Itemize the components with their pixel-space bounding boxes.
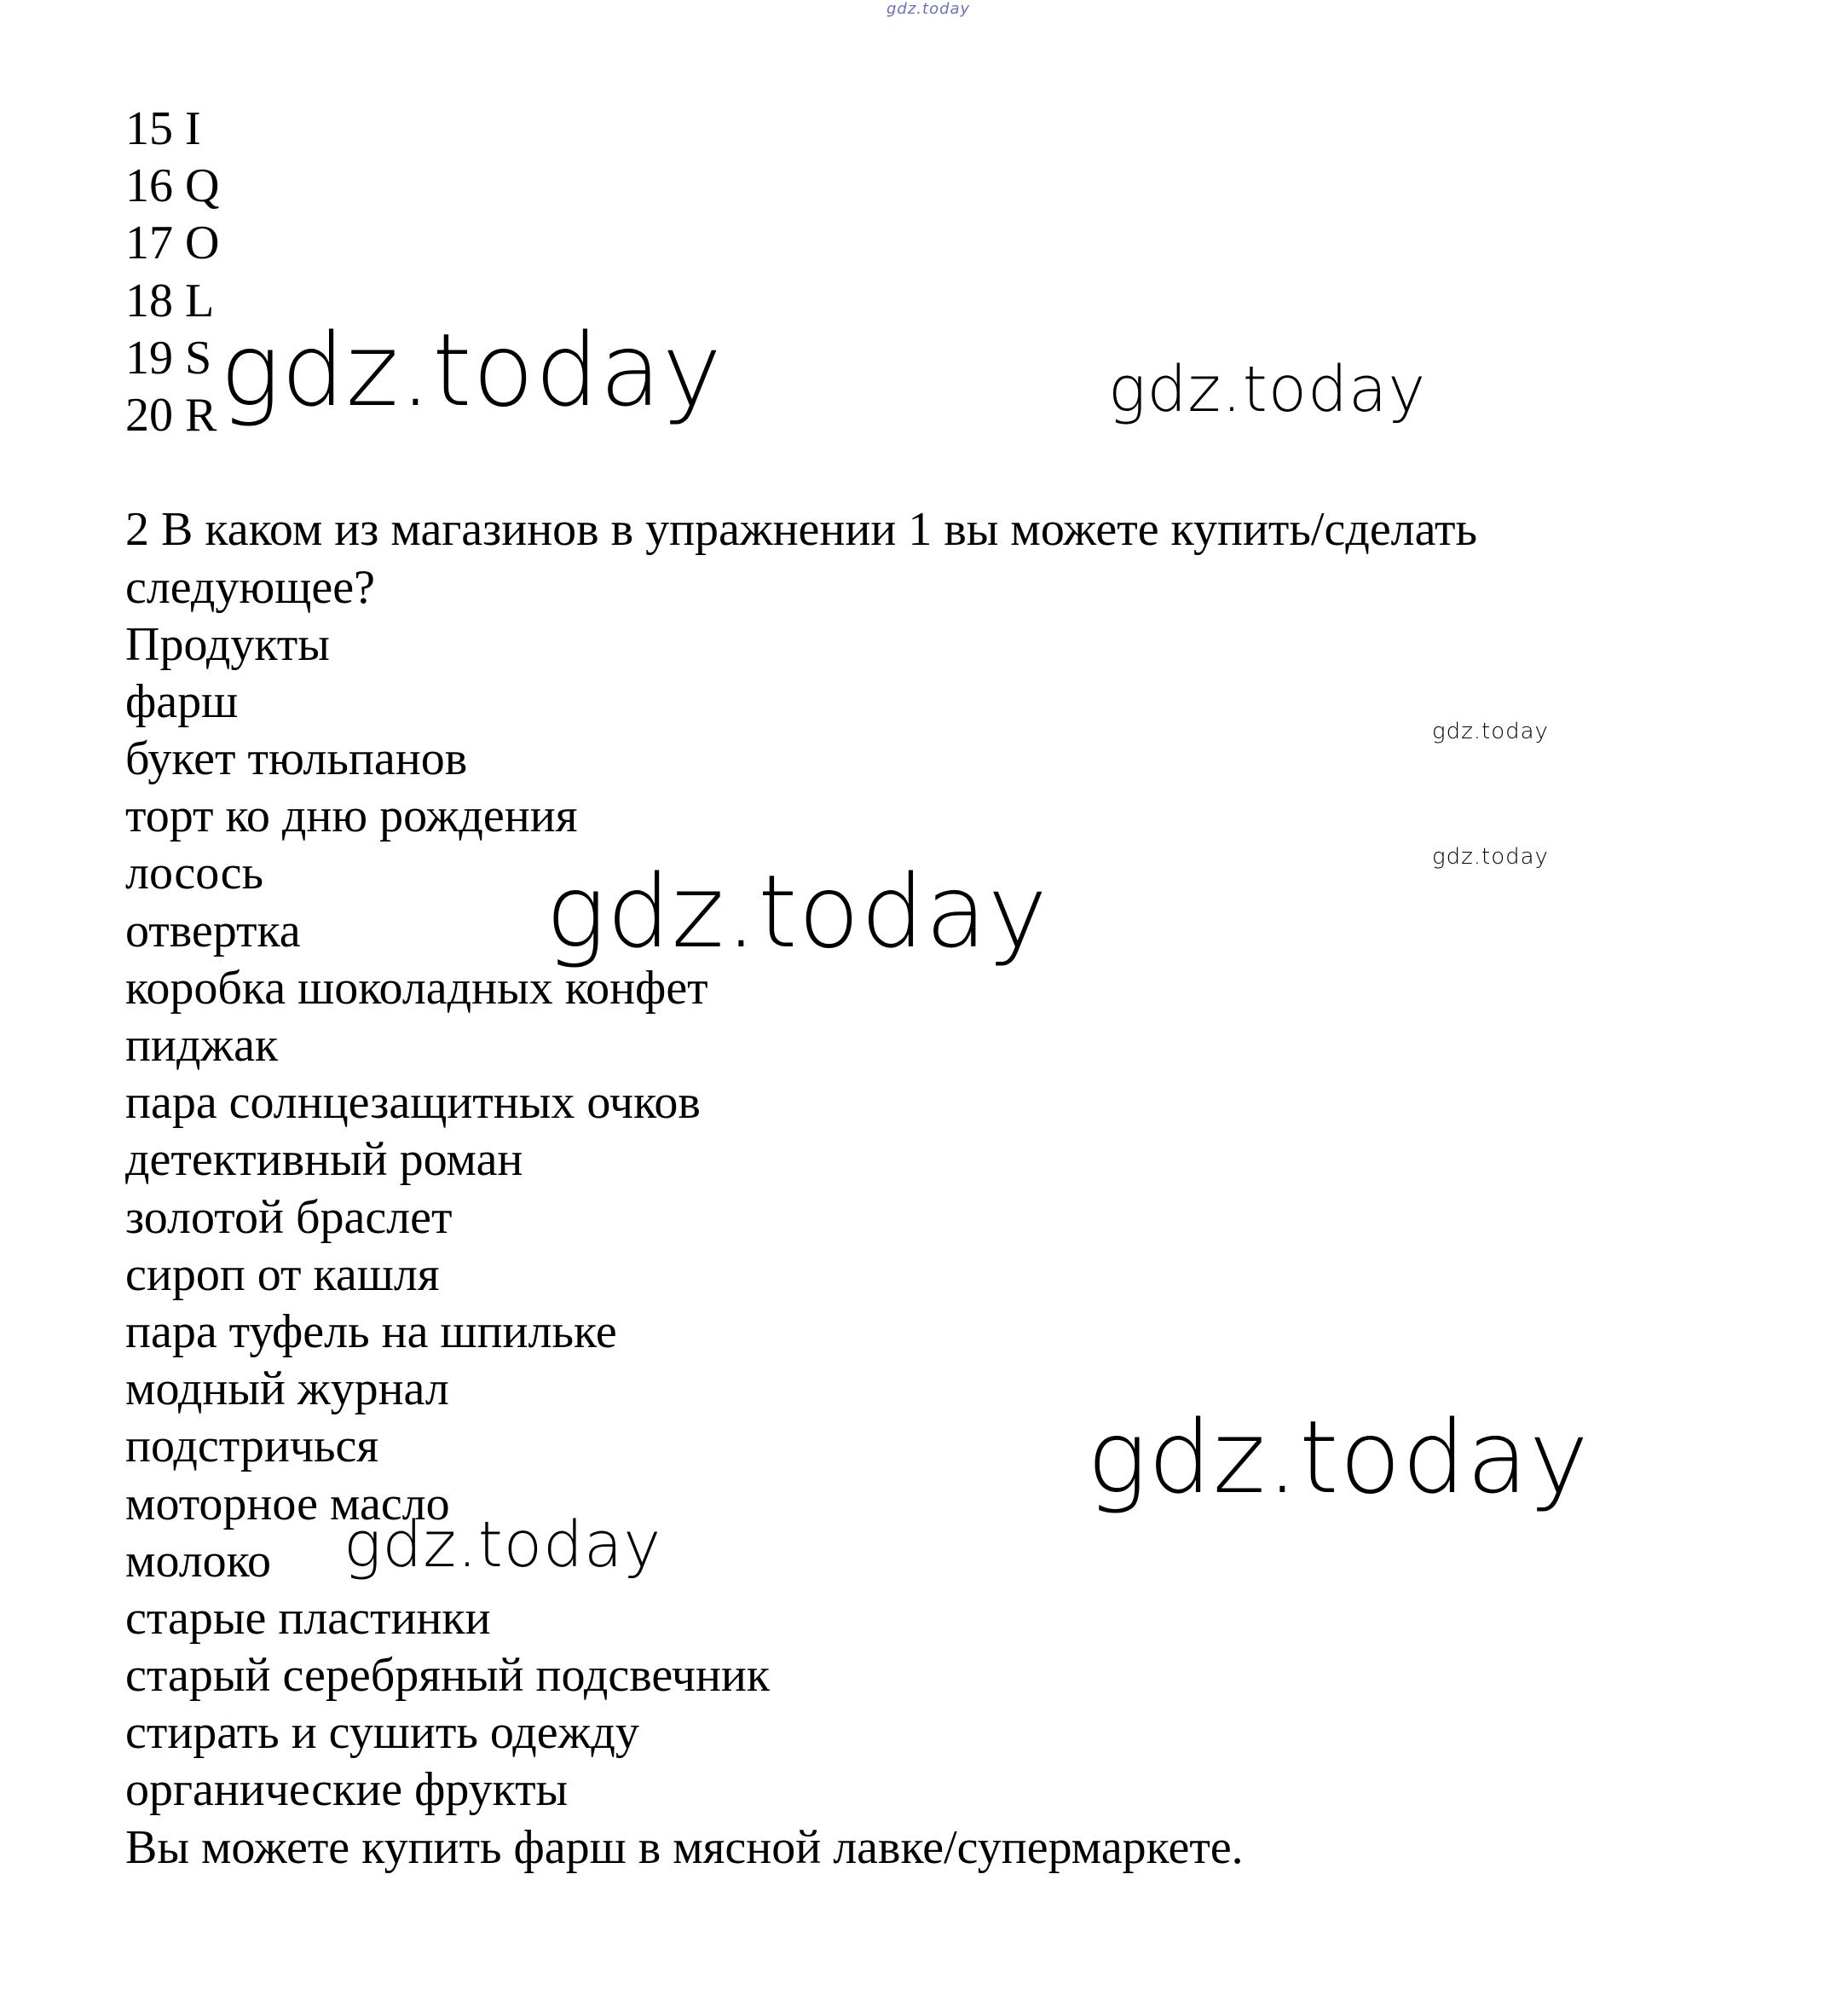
list-item: подстричься [125,1420,379,1473]
list-item: пиджак [125,1019,279,1072]
list-item: золотой браслет [125,1190,453,1244]
answer-line: 16 Q [125,159,220,213]
list-item: пара туфель на шпильке [125,1304,617,1358]
list-item: старые пластинки [125,1591,491,1645]
watermark: gdz.today [220,311,723,429]
list-item: отвертка [125,904,301,957]
watermark: gdz.today [1108,353,1427,426]
watermark: gdz.today [1432,719,1549,744]
watermark: gdz.today [546,853,1048,970]
list-item: торт ко дню рождения [125,790,578,843]
watermark: gdz.today [1087,1398,1590,1516]
exercise-prompt: 2 В каком из магазинов в упражнении 1 вы можете купить/сделать [125,503,1478,557]
list-item: фарш [125,674,239,728]
list-item: модный журнал [125,1362,449,1416]
list-item: детективный роман [125,1133,523,1187]
watermark: gdz.today [344,1508,662,1582]
list-item: Продукты [125,617,330,671]
answer-line: 15 I [125,102,201,155]
watermark: gdz.today [1432,844,1549,870]
example-sentence: Вы можете купить фарш в мясной лавке/супермаркете. [125,1820,1244,1874]
answer-line: 18 L [125,274,215,327]
list-item: пара солнцезащитных очков [125,1076,701,1130]
list-item: лосось [125,847,263,900]
list-item: стирать и сушить одежду [125,1706,639,1760]
list-item: молоко [125,1534,272,1588]
list-item: моторное масло [125,1477,450,1530]
list-item: сироп от кашля [125,1247,440,1301]
exercise-prompt: следующее? [125,560,375,614]
spacer [125,444,1745,501]
list-item: коробка шоколадных конфет [125,961,708,1015]
watermark-top: gdz.today [886,0,971,18]
answer-line: 20 R [125,388,217,442]
list-item: органические фрукты [125,1763,569,1817]
list-item: букет тюльпанов [125,732,468,786]
answer-line: 19 S [125,331,212,385]
answer-line: 17 O [125,217,220,270]
list-item: старый серебряный подсвечник [125,1649,771,1703]
